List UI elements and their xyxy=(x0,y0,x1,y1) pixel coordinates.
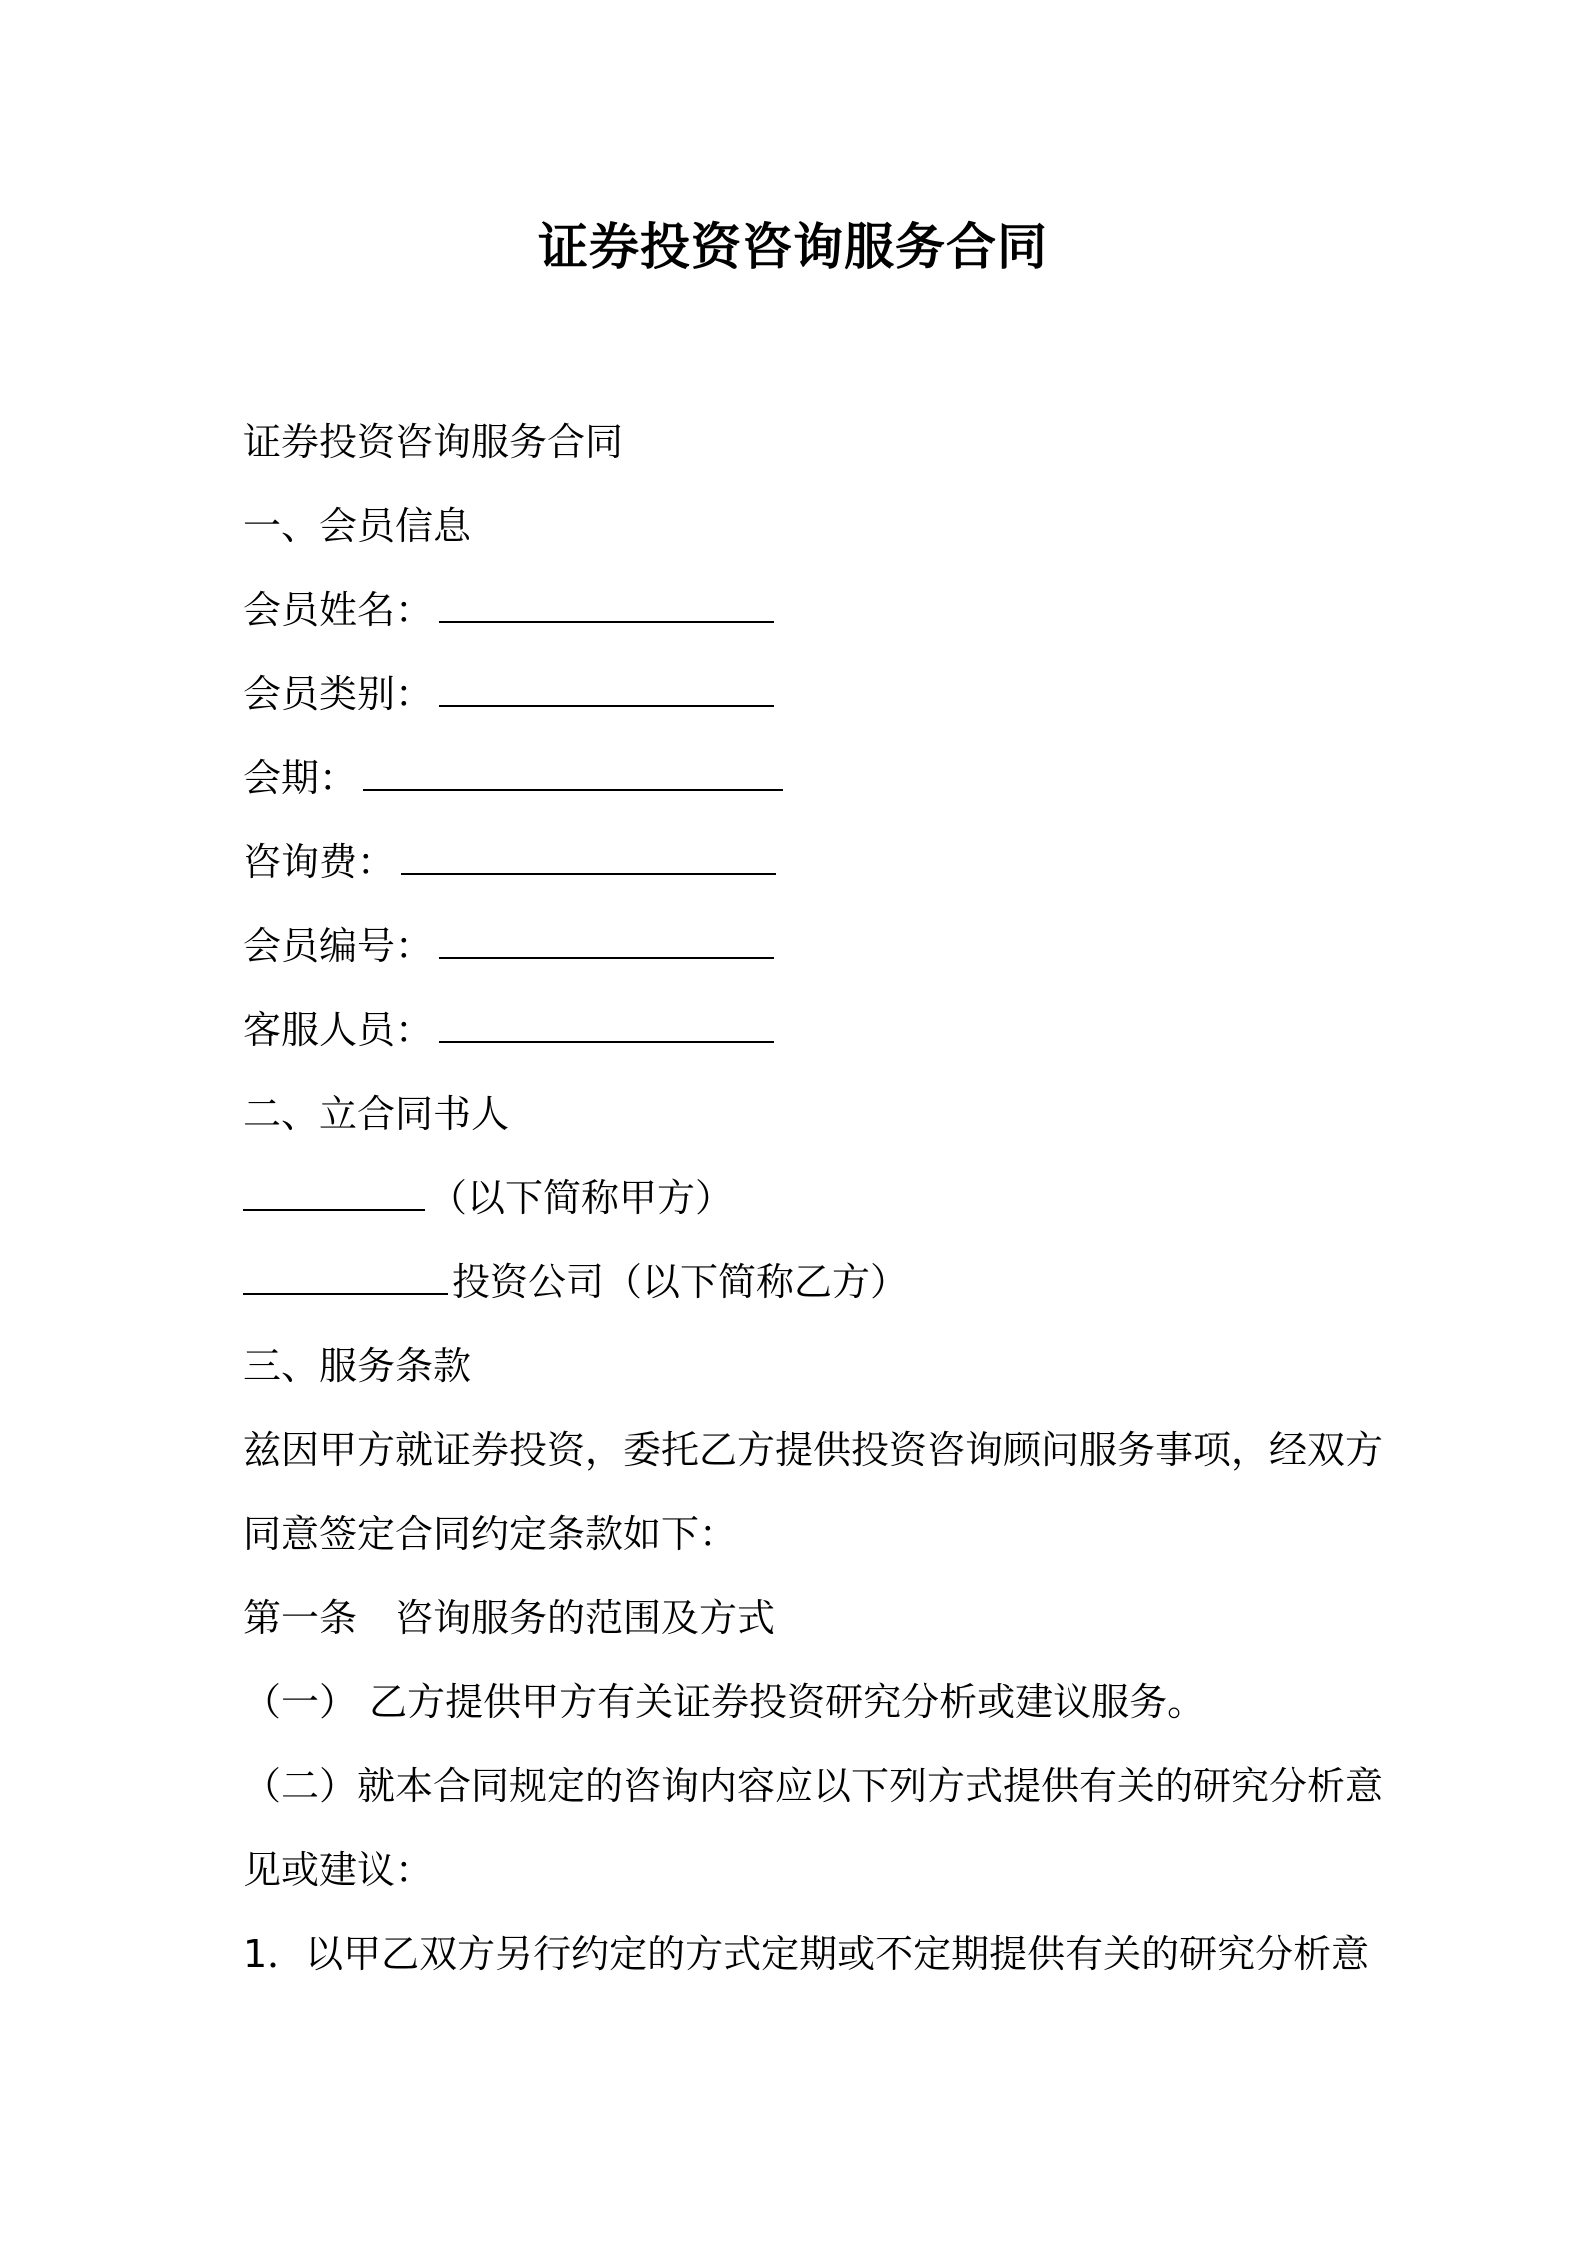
consulting-fee-blank xyxy=(401,843,776,875)
article-1-title: 咨询服务的范围及方式 xyxy=(395,1596,776,1640)
field-consulting-fee xyxy=(243,820,1363,904)
article-1-heading xyxy=(243,1576,1363,1660)
member-name-blank xyxy=(439,591,774,623)
terms-intro-line-2: 同意签定合同约定条款如下： xyxy=(243,1512,738,1556)
document-subtitle: 证券投资咨询服务合同 xyxy=(243,420,624,464)
party-b-line xyxy=(243,1240,1363,1324)
field-member-number xyxy=(243,904,1363,988)
field-label: 会员类别： xyxy=(243,672,434,716)
party-a-suffix: （以下简称甲方） xyxy=(429,1176,734,1220)
article-1-point-1: 1．以甲乙双方另行约定的方式定期或不定期提供有关的研究分析意 xyxy=(243,1932,1370,1976)
field-membership-period xyxy=(243,736,1363,820)
party-a-line xyxy=(243,1156,1363,1240)
terms-intro-line-1: 兹因甲方就证券投资，委托乙方提供投资咨询顾问服务事项，经双方 xyxy=(243,1428,1384,1472)
field-label: 会期： xyxy=(243,756,358,800)
party-b-suffix: 投资公司（以下简称乙方） xyxy=(452,1260,909,1304)
member-number-blank xyxy=(439,927,774,959)
party-b-blank xyxy=(243,1263,448,1295)
membership-period-blank xyxy=(363,759,783,791)
article-1-item-2-line-1: （二）就本合同规定的咨询内容应以下列方式提供有关的研究分析意 xyxy=(243,1764,1384,1808)
article-1-item-1: （一） 乙方提供甲方有关证券投资研究分析或建议服务。 xyxy=(243,1680,1206,1724)
party-a-blank xyxy=(243,1179,425,1211)
field-label: 会员姓名： xyxy=(243,588,434,632)
field-label: 会员编号： xyxy=(243,924,434,968)
field-member-name xyxy=(243,568,1363,652)
section-heading-member-info: 一、会员信息 xyxy=(243,504,472,548)
member-type-blank xyxy=(439,675,774,707)
section-heading-parties: 二、立合同书人 xyxy=(243,1092,510,1136)
article-1-label: 第一条 xyxy=(243,1596,358,1640)
field-customer-service xyxy=(243,988,1363,1072)
field-member-type xyxy=(243,652,1363,736)
field-label: 客服人员： xyxy=(243,1008,434,1052)
section-heading-terms: 三、服务条款 xyxy=(243,1344,472,1388)
customer-service-blank xyxy=(439,1011,774,1043)
document-title: 证券投资咨询服务合同 xyxy=(538,218,1048,276)
article-1-item-2-line-2: 见或建议： xyxy=(243,1848,434,1892)
document-body xyxy=(243,400,1384,1996)
field-label: 咨询费： xyxy=(243,840,396,884)
